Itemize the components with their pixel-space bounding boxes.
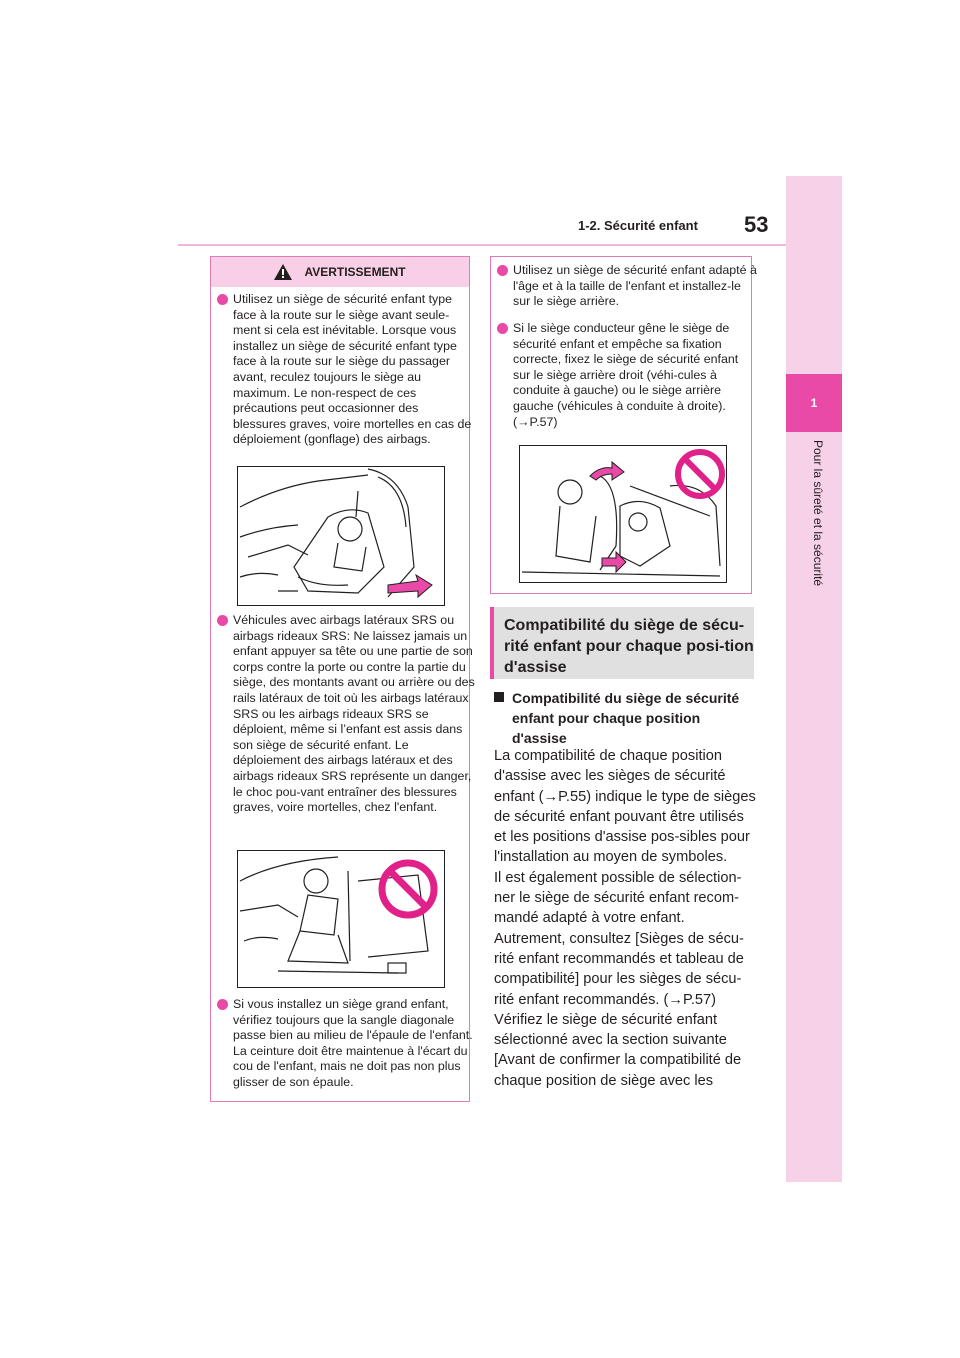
right-item-1-text: Utilisez un siège de sécurité enfant adapté à l'âge et à la taille de l'enfant et installez-le sur le siège arrière. (513, 263, 757, 309)
header-rule (178, 244, 786, 246)
warning-item-2-text: Véhicules avec airbags latéraux SRS ou airbags rideaux SRS: Ne laissez jamais un enfant appuyer sa tête ou une partie de son corps contre la porte ou contre la partie du siège, des montants avant ou arrière ou des rails latéraux de toit où les airbags latéraux SRS ou les airbags rideaux SRS se déploient, même si l’enfant est assis dans son siège de sécurité enfant. Le déploiement des airbags latéraux et des airbags rideaux SRS représente un danger, le choc pou-vant entraîner des blessures graves, voire mortelles, chez l'enfant. (233, 613, 475, 815)
warning-header (211, 257, 469, 287)
right-item-1 (495, 263, 757, 310)
warning-title: AVERTISSEMENT (304, 265, 406, 279)
body-paragraph-3: Vérifiez le siège de sécurité enfant sélectionné avec la section suivante [Avant de confirmer la compatibilité de chaque position de siège avec les (494, 1011, 742, 1089)
chapter-tab[interactable] (786, 374, 842, 432)
right-item-2 (495, 321, 757, 430)
arrow-icon (388, 575, 432, 597)
bullet-dot-icon (497, 265, 508, 276)
figure-booster-seat-prohibited (237, 850, 445, 988)
child-seat-front-illustration (238, 467, 444, 605)
figure-child-seat-front (237, 466, 445, 606)
chapter-label: Pour la sûreté et la sécurité (811, 440, 825, 587)
warning-triangle-icon (274, 264, 292, 280)
side-tab-band (786, 176, 842, 1182)
subheading (494, 688, 756, 748)
warning-item-3-text: Si vous installez un siège grand enfant, vérifiez toujours que la sangle diagonale passe bien au milieu de l'épaule de l'enfant. La ceinture doit être maintenue à l'écart du cou de l'enfant, mais ne doit pas non plus glisser de son épaule. (233, 997, 473, 1089)
warning-continued-box (490, 256, 757, 594)
page-number: 53 (744, 212, 769, 237)
prohibited-icon (678, 452, 722, 496)
body-paragraph-1: La compatibilité de chaque position d'assise avec les sièges de sécurité enfant (→P.55) indique le type de sièges de sécurité enfant pouvant être utilisés et les positions d'assise pos-sibles pour l'installation au moyen de symboles. (494, 748, 756, 866)
section-title: Compatibilité du siège de sécu-rité enfant pour chaque posi-tion d'assise (504, 617, 754, 676)
section-header: 1-2. Sécurité enfant (578, 218, 698, 233)
bullet-dot-icon (217, 999, 228, 1010)
right-item-2-text: Si le siège conducteur gêne le siège de sécurité enfant et empêche sa fixation correcte, fixez le siège de sécurité enfant sur le siège arrière droit (véhi-cules à conduite à gauche) ou le siège arrière gauche (véhicules à conduite à droite). (→P.57) (513, 321, 739, 429)
chapter-number: 1 (810, 396, 818, 410)
body-paragraph-2: Il est également possible de sélection-ner le siège de sécurité enfant recom-mandé adapté à votre enfant. Autrement, consultez [Sièges de sécu-rité enfant recommandés et tableau de compatibilité] pour les sièges de sécu-rité enfant recommandés. (→P.57) (494, 869, 744, 1008)
body-text (494, 746, 756, 1091)
booster-seat-illustration (238, 851, 444, 987)
warning-box (210, 256, 475, 1102)
arrow-icon (590, 462, 624, 480)
warning-item-2 (215, 613, 477, 816)
driver-seat-illustration (520, 446, 726, 582)
bullet-dot-icon (217, 294, 228, 305)
subheading-text: Compatibilité du siège de sécurité enfant pour chaque position d'assise (512, 690, 740, 746)
bullet-dot-icon (217, 615, 228, 626)
bullet-dot-icon (497, 323, 508, 334)
warning-item-1 (215, 292, 473, 448)
warning-item-3 (215, 997, 477, 1091)
arrow-icon (602, 552, 626, 572)
figure-driver-seat-prohibited (519, 445, 727, 583)
section-title-box (490, 607, 754, 679)
prohibited-icon (382, 863, 434, 915)
warning-item-1-text: Utilisez un siège de sécurité enfant type face à la route sur le siège avant seule-ment si cela est inévitable. Lorsque vous installez un siège de sécurité enfant type face à la route sur le siège du passager avant, reculez toujours le siège au maximum. Le non-respect de ces précautions peut occasionner des blessures graves, voire mortelles en cas de déploiement (gonflage) des airbags. (233, 292, 472, 447)
square-bullet-icon (494, 692, 504, 702)
